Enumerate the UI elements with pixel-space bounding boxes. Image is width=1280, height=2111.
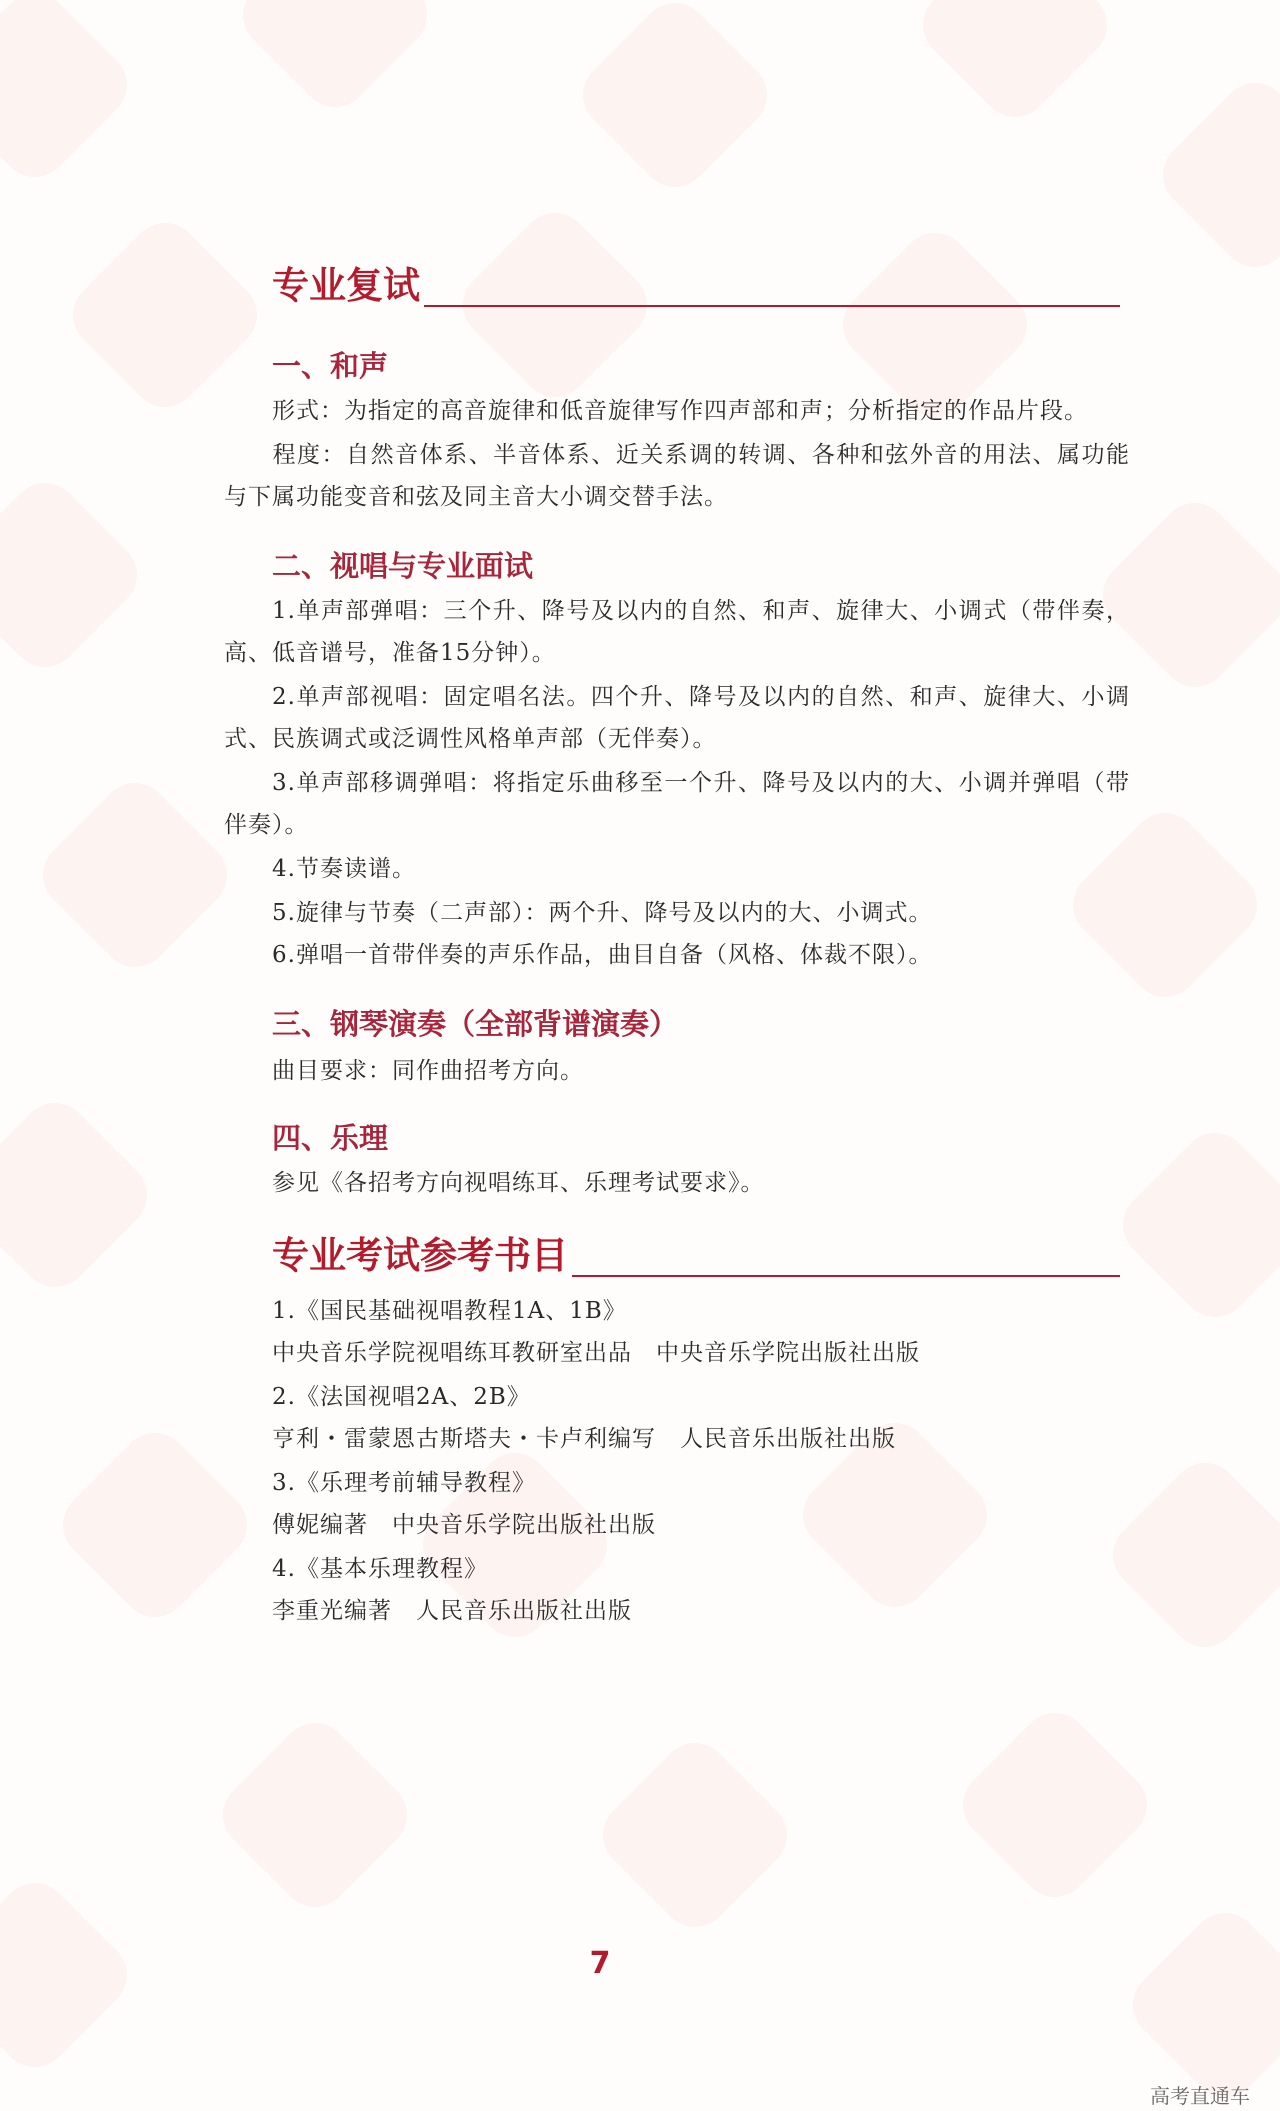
list-item: 6.弹唱一首带伴奏的声乐作品，曲目自备（风格、体裁不限）。 [272,942,933,968]
paragraph-text: 程度：自然音体系、半音体系、近关系调的转调、各种和弦外音的用法、属功能与下属功能变音和弦及同主音大小调交替手法。 [224,442,1130,510]
book-publisher: 亨利・雷蒙恩古斯塔夫・卡卢利编写 人民音乐出版社出版 [272,1426,896,1452]
list-item: 4.节奏读谱。 [272,856,416,882]
list-item: 2.单声部视唱：固定唱名法。四个升、降号及以内的自然、和声、旋律大、小调式、民族调式或泛调性风格单声部（无伴奏）。 [224,684,1130,752]
section-title: 专业考试参考书目 [272,1234,568,1277]
solfege-item-6 [224,934,1130,976]
book-publisher: 中央音乐学院视唱练耳教研室出品 中央音乐学院出版社出版 [272,1340,920,1366]
paragraph-text: 参见《各招考方向视唱练耳、乐理考试要求》。 [272,1170,765,1196]
book-title: 3.《乐理考前辅导教程》 [272,1470,536,1496]
book-title: 1.《国民基础视唱教程1A、1B》 [272,1298,627,1324]
heading-rule [572,1275,1120,1277]
solfege-item-3 [224,762,1130,846]
solfege-item-1 [224,590,1130,674]
subheading-solfege: 二、视唱与专业面试 [272,549,534,583]
book-publisher: 李重光编著 人民音乐出版社出版 [272,1598,632,1624]
section-heading-references [272,1228,1120,1280]
heading-rule [424,305,1120,307]
brand-watermark-text: 高考直通车 [1150,2084,1250,2108]
theory-paragraph [224,1162,1130,1204]
solfege-item-2 [224,676,1130,760]
section-heading-retest [272,258,1120,310]
subheading-theory: 四、乐理 [272,1121,389,1155]
list-item: 3.单声部移调弹唱：将指定乐曲移至一个升、降号及以内的大、小调并弹唱（带伴奏）。 [224,770,1130,838]
solfege-item-5 [224,892,1130,934]
piano-paragraph [224,1050,1130,1092]
paragraph-text: 曲目要求：同作曲招考方向。 [272,1058,584,1084]
harmony-paragraph-level [224,434,1130,518]
page-number: 7 [589,1946,611,1981]
list-item: 1.单声部弹唱：三个升、降号及以内的自然、和声、旋律大、小调式（带伴奏，高、低音谱号，准备15分钟）。 [224,598,1130,666]
book-publisher: 傅妮编著 中央音乐学院出版社出版 [272,1512,656,1538]
harmony-paragraph-form [224,390,1130,432]
subheading-harmony: 一、和声 [272,349,389,383]
solfege-item-4 [224,848,1130,890]
book-title: 4.《基本乐理教程》 [272,1556,488,1582]
book-title: 2.《法国视唱2A、2B》 [272,1384,531,1410]
subheading-piano: 三、钢琴演奏（全部背谱演奏） [272,1007,679,1041]
section-title: 专业复试 [272,264,420,307]
list-item: 5.旋律与节奏（二声部）：两个升、降号及以内的大、小调式。 [272,900,933,926]
paragraph-text: 形式：为指定的高音旋律和低音旋律写作四声部和声；分析指定的作品片段。 [272,398,1088,424]
